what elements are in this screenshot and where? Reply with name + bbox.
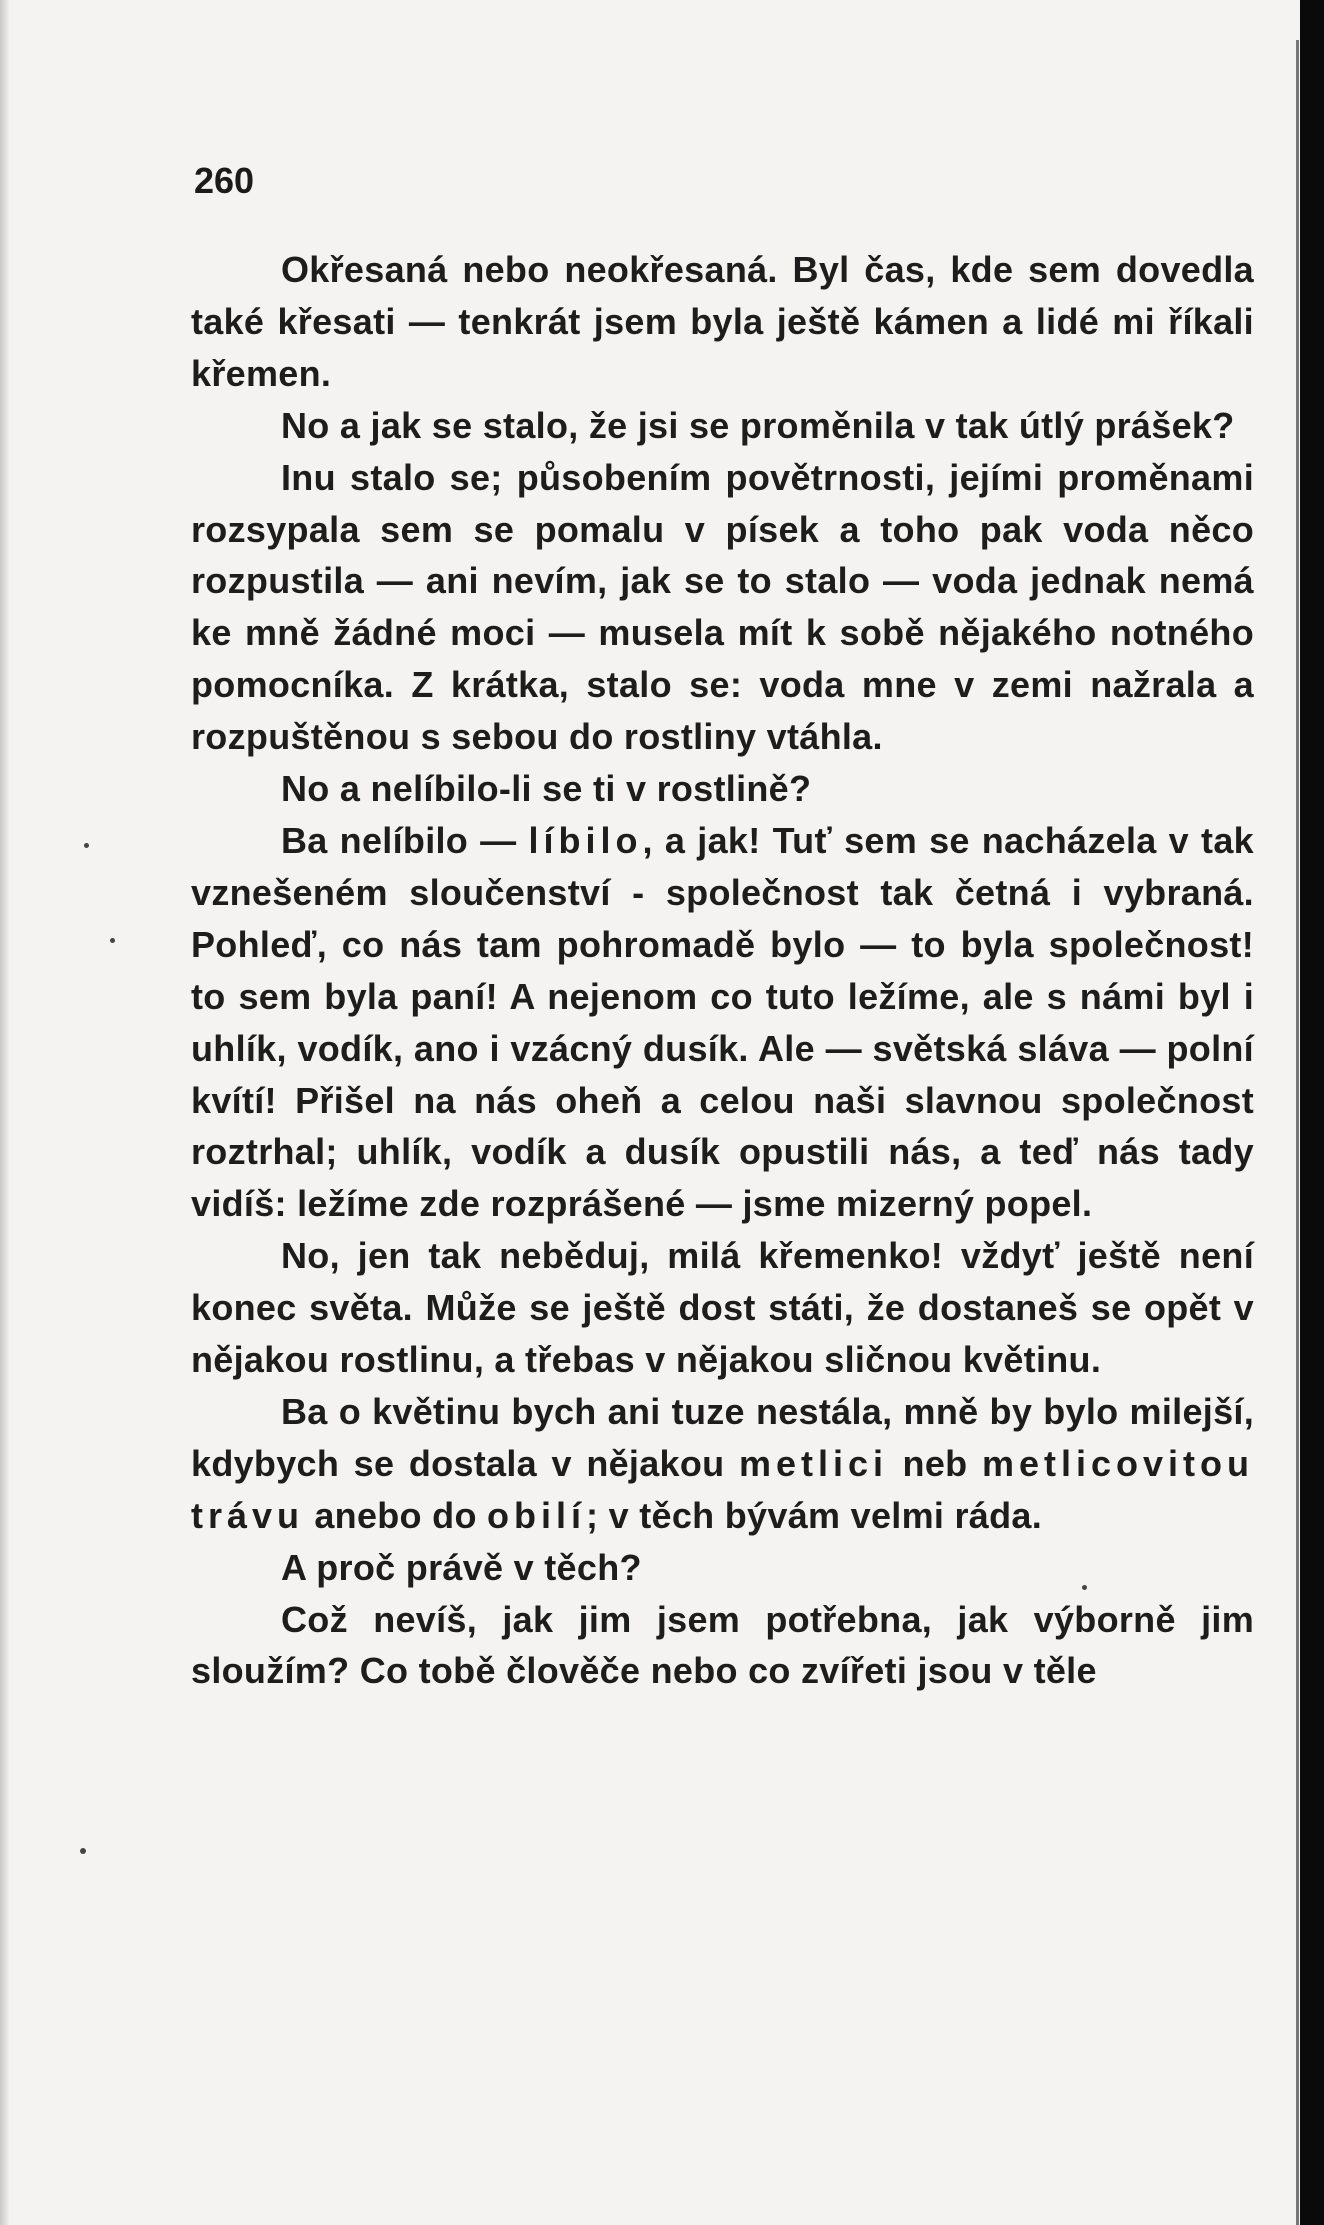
paragraph-p4 bbox=[191, 763, 1254, 815]
print-speck bbox=[80, 1848, 86, 1854]
text-run: Inu stalo se; působením povětrnosti, jejími proměnami rozsypala sem se pomalu v písek a toho pak voda něco rozpustila — ani nevím, jak se to stalo — voda jednak nemá ke mně žádné moci — musela mít k sobě nějakého notného pomocníka. Z krátka, stalo se: voda mne v zemi nažrala a rozpuštěnou s sebou do rostliny vtáhla. bbox=[191, 456, 1254, 758]
text-run: Ba nelíbilo — bbox=[281, 819, 529, 861]
text-run: Což nevíš, jak jim jsem potřebna, jak výborně jim sloužím? Co tobě člověče nebo co zvířeti jsou v těle bbox=[191, 1598, 1254, 1692]
text-run: A proč právě v těch? bbox=[281, 1546, 642, 1588]
text-run: No a nelíbilo-li se ti v rostlině? bbox=[281, 768, 812, 810]
spaced-emphasis: líbilo bbox=[528, 819, 643, 861]
print-speck bbox=[84, 843, 89, 848]
body-text bbox=[191, 244, 1254, 1697]
paragraph-p9 bbox=[191, 1594, 1254, 1698]
scan-border bbox=[1300, 0, 1324, 2225]
text-run: neb bbox=[888, 1442, 982, 1484]
paragraph-p8 bbox=[191, 1542, 1254, 1594]
text-run: , a jak! Tuť sem se nacházela v tak vznešeném sloučenství - společnost tak četná i vybraná. Pohleď, co nás tam pohromadě bylo — to byla společnost! to sem byla paní! A nejenom co tuto ležíme, ale s námi byl i uhlík, vodík, ano i vzácný dusík. Ale — světská sláva — polní kvítí! Přišel na nás oheň a celou naši slavnou společnost roztrhal; uhlík, vodík a dusík opustili nás, a teď nás tady vidíš: ležíme zde rozprášené — jsme mizerný popel. bbox=[191, 819, 1254, 1225]
paragraph-p2 bbox=[191, 400, 1254, 452]
text-run: No a jak se stalo, že jsi se proměnila v tak útlý prášek? bbox=[281, 404, 1235, 446]
text-run: ; v těch bývám velmi ráda. bbox=[586, 1494, 1043, 1536]
spaced-emphasis: obilí bbox=[487, 1494, 587, 1536]
paragraph-p1 bbox=[191, 244, 1254, 400]
scan-border-line bbox=[1296, 40, 1299, 2225]
spaced-emphasis: metlicovitou trávu bbox=[191, 1442, 1254, 1536]
page-number: 260 bbox=[194, 160, 255, 201]
text-run: Ba o květinu bych ani tuze nestála, mně by bylo milejší, kdybych se dostala v nějakou bbox=[191, 1390, 1254, 1484]
paragraph-p3 bbox=[191, 452, 1254, 763]
text-run: Okřesaná nebo neokřesaná. Byl čas, kde sem dovedla také křesati — tenkrát jsem byla ještě kámen a lidé mi říkali křemen. bbox=[191, 249, 1254, 394]
spaced-emphasis: metlici bbox=[738, 1442, 889, 1484]
print-speck bbox=[1082, 1585, 1087, 1590]
paragraph-p7 bbox=[191, 1386, 1254, 1542]
paragraph-p5 bbox=[191, 815, 1254, 1230]
text-run: No, jen tak neběduj, milá křemenko! vždyť ještě není konec světa. Může se ještě dost státi, že dostaneš se opět v nějakou rostlinu, a třebas v nějakou sličnou květinu. bbox=[191, 1235, 1254, 1381]
paragraph-p6 bbox=[191, 1230, 1254, 1386]
text-run: anebo do bbox=[304, 1494, 488, 1536]
page-edge-shadow bbox=[0, 0, 10, 2225]
print-speck bbox=[110, 938, 115, 943]
